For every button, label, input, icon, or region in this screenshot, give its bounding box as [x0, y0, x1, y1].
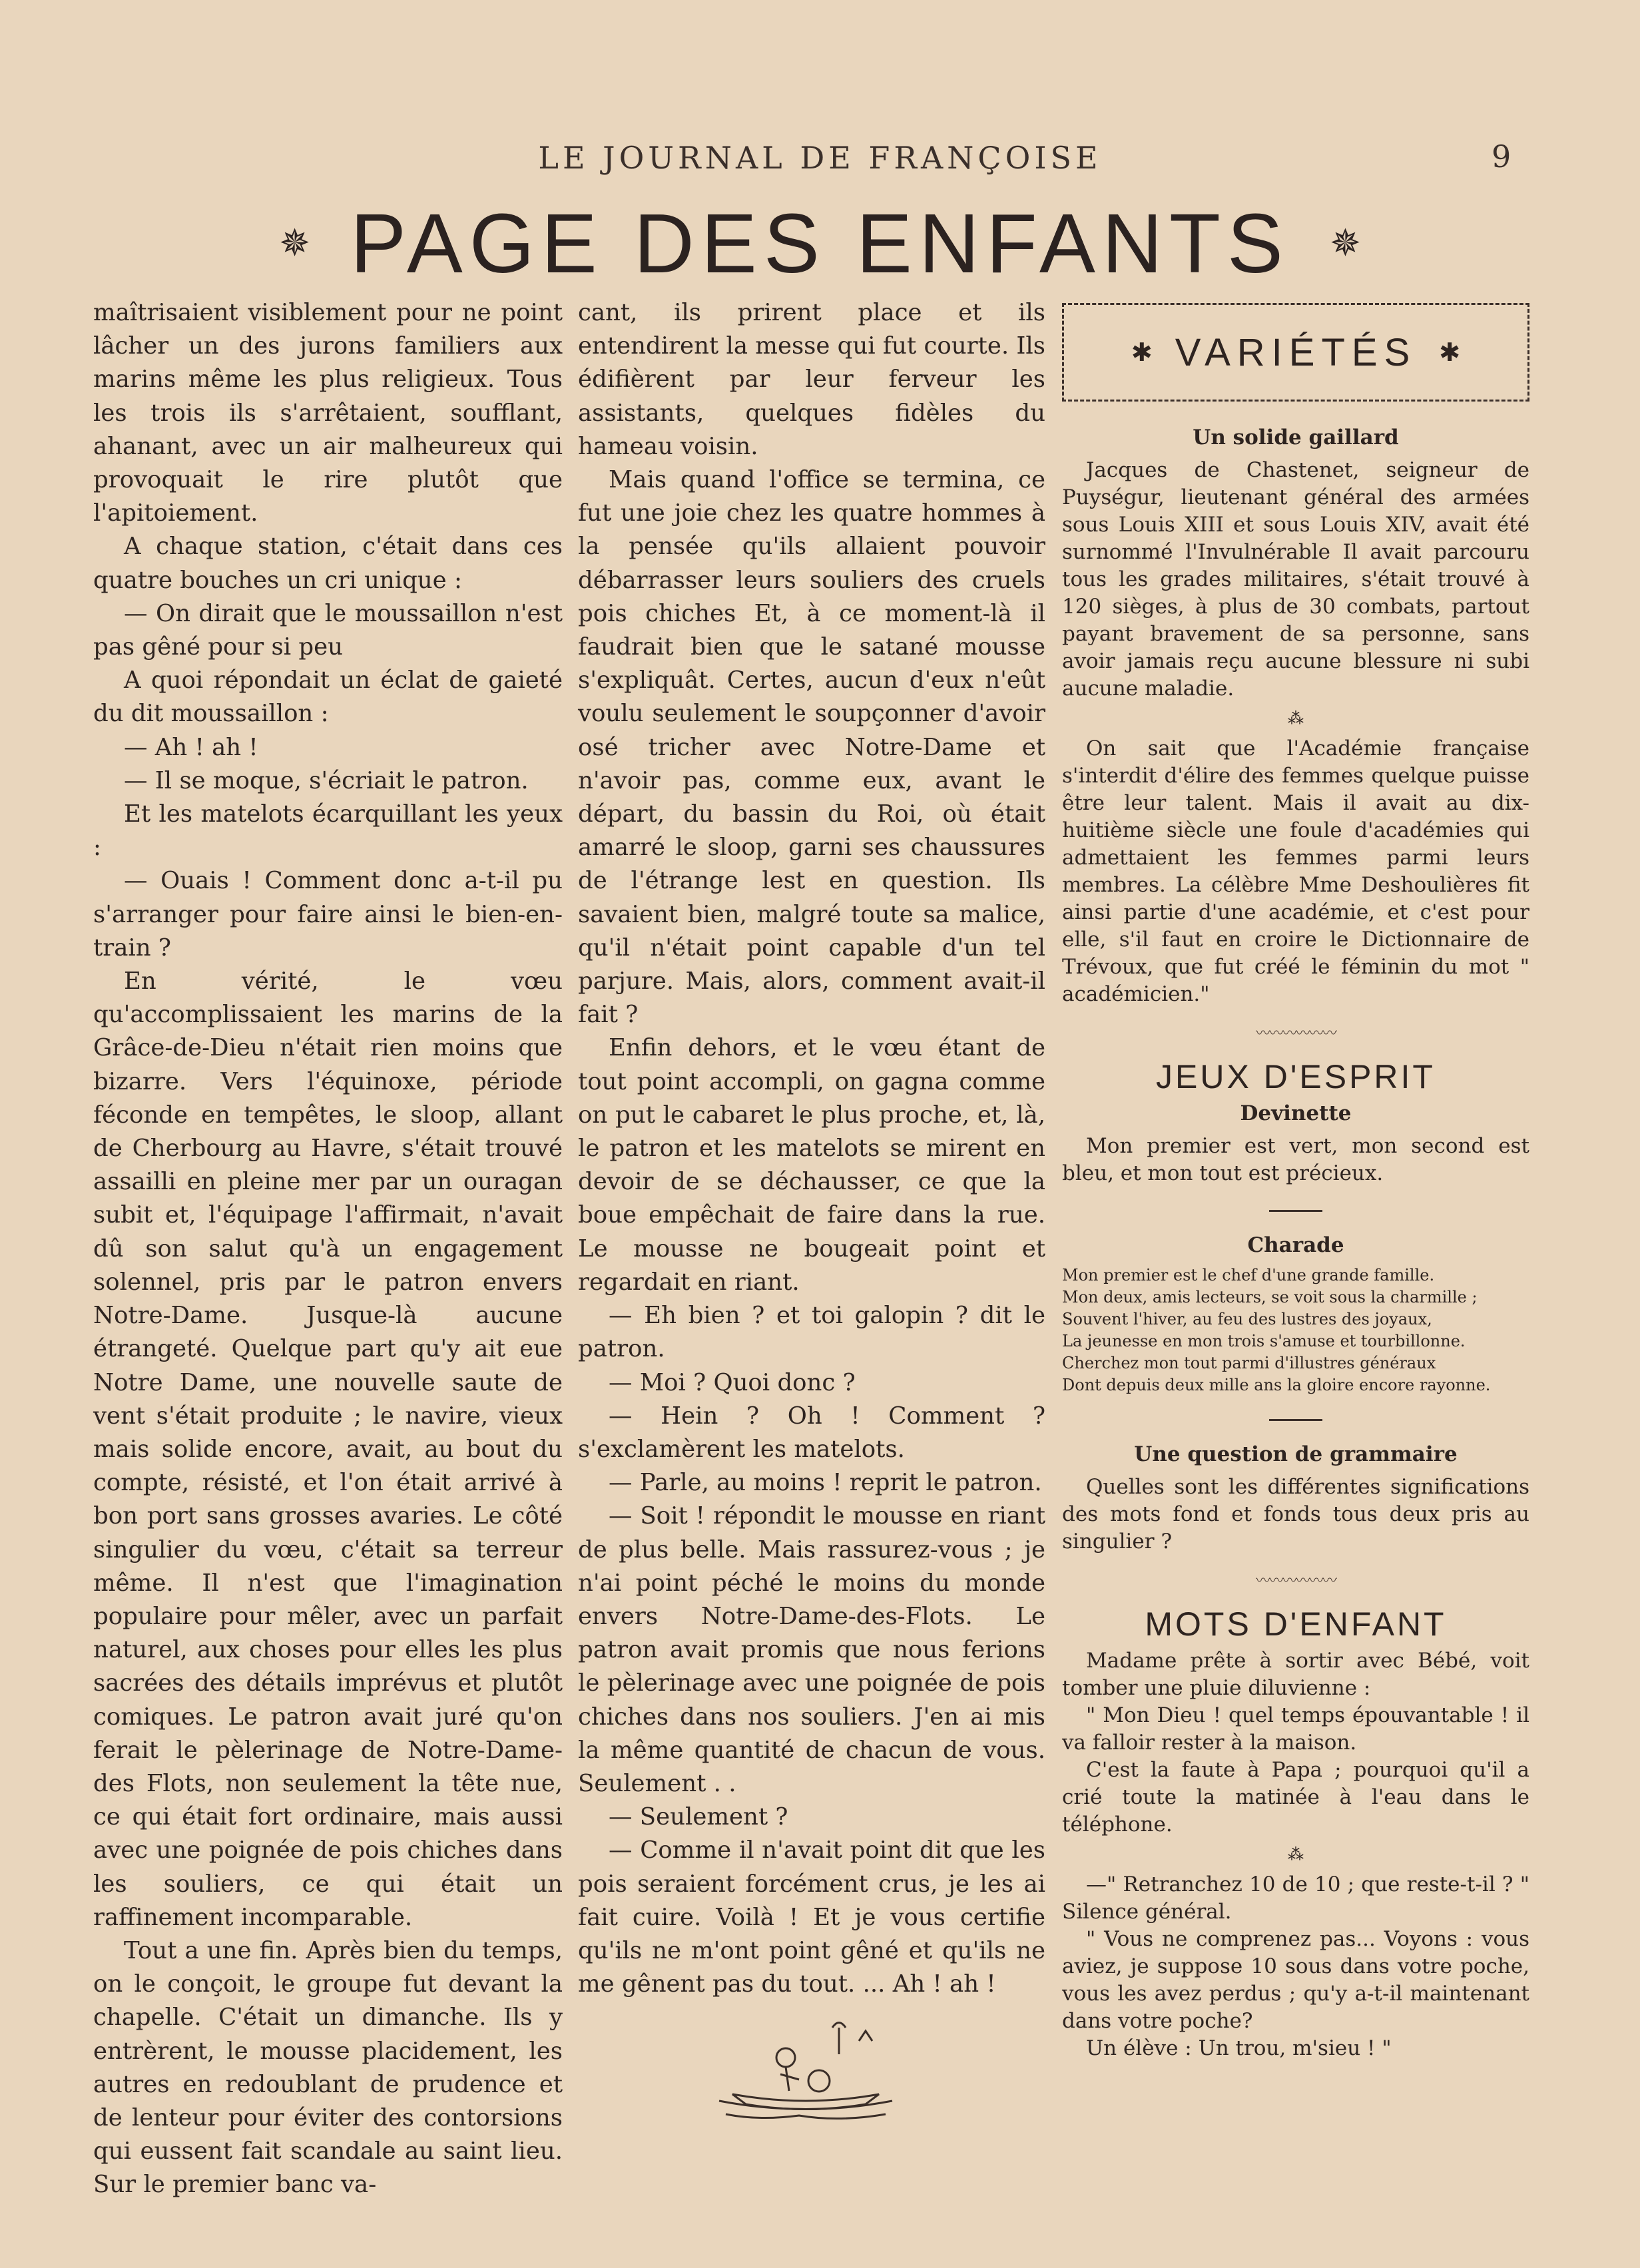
paragraph: — Soit ! répondit le mousse en riant de plus belle. Mais rassurez-vous ; je n'ai point péché le moins du monde envers Notre-Dame-des-Flots. Le patron avait promis que nous ferions le pèlerinage avec une poignée de pois chiches dans nos souliers. J'en ai mis la même quantité de chacun de vous. Seulement . . — [578, 1502, 1045, 1797]
asterisk-icon: ✱ — [1439, 337, 1461, 367]
varietes-header-box — [1062, 303, 1529, 402]
paragraph: —" Retranchez 10 de 10 ; que reste-t-il ? " Silence général. — [1062, 1872, 1529, 1924]
verse-line: Mon deux, amis lecteurs, se voit sous la charmille ; — [1062, 1288, 1478, 1306]
page-number: 9 — [1492, 139, 1511, 174]
section-title-row — [0, 196, 1640, 290]
paragraph: Mon premier est vert, mon second est bleu, et mon tout est précieux. — [1062, 1134, 1529, 1185]
paragraph: — Comme il n'avait point dit que les pois seraient forcément crus, je les ai fait cuire. Voilà ! Et je vous certifie qu'ils ne m'ont point gêné et qu'ils ne me gênent pas du tout. ... Ah ! ah ! — [578, 1837, 1045, 1998]
paragraph: — On dirait que le moussaillon n'est pas gêné pour si peu — [93, 599, 563, 661]
paragraph: Un élève : Un trou, m'sieu ! " — [1086, 2036, 1392, 2060]
verse-line: Souvent l'hiver, au feu des lustres des joyaux, — [1062, 1310, 1432, 1328]
paragraph: maîtrisaient visiblement pour ne point lâcher un des jurons familiers aux marins même les plus religieux. Tous les trois ils s'arrêtaient, soufflant, ahanant, avec un air malheureux qui provoquait le rire plutôt que l'apitoiement. — [93, 299, 563, 527]
article-title: Charade — [1247, 1233, 1344, 1257]
asterism-icon: ⁂ — [1288, 709, 1304, 728]
paragraph: " Mon Dieu ! quel temps épouvantable ! il va falloir rester à la maison. — [1062, 1703, 1529, 1755]
section-heading: MOTS D'ENFANT — [1145, 1605, 1447, 1643]
verse-line: Dont depuis deux mille ans la gloire encore rayonne. — [1062, 1376, 1491, 1394]
article-title: Devinette — [1240, 1101, 1352, 1125]
asterisk-icon: ✱ — [1131, 337, 1153, 367]
paragraph: — Il se moque, s'écriait le patron. — [124, 766, 529, 794]
paragraph: A chaque station, c'était dans ces quatre bouches un cri unique : — [93, 533, 563, 594]
page-title: PAGE DES ENFANTS — [350, 196, 1290, 290]
paragraph: — Ouais ! Comment donc a-t-il pu s'arranger pour faire ainsi le bien-en-train ? — [93, 867, 563, 962]
column-3 — [1062, 296, 1529, 2062]
paragraph: C'est la faute à Papa ; pourquoi qu'il a crié toute la matinée à l'eau dans le téléphone. — [1062, 1758, 1529, 1837]
paragraph: En vérité, le vœu qu'accomplissaient les marins de la Grâce-de-Dieu n'était rien moins que bizarre. Vers l'équinoxe, période féconde en tempêtes, le sloop, allant de Cherbourg au Havre, s'était trouvé assailli en pleine mer par un ouragan subit et, l'équipage l'affirmait, n'avait dû son salut qu'à un engagement solennel, pris par le patron envers Notre-Dame. Jusque-là aucune étrangeté. Quelque part qu'y ait eue Notre Dame, une nouvelle saute de vent s'était produite ; le navire, vieux mais solide encore, avait, au bout du compte, résisté, et l'on était arrivé à bon port sans grosses avaries. Le côté singulier du vœu, c'était sa terreur même. Il n'est que l'imagination populaire pour mêler, avec un parfait naturel, aux choses pour elles les plus sacrées des détails imprévus et plutôt comiques. Le patron avait juré qu'on ferait le pèlerinage de Notre-Dame-des Flots, non seulement la tête nue, ce qui était fort ordinaire, mais aussi avec une poignée de pois chiches dans les souliers, ce qui était un raffinement incomparable. — [93, 968, 563, 1931]
paragraph: — Hein ? Oh ! Comment ? s'exclamèrent les matelots. — [578, 1402, 1045, 1463]
divider — [1269, 1419, 1322, 1421]
ornament-right-icon: ✵ — [1329, 221, 1361, 265]
ornament-left-icon: ✵ — [279, 221, 311, 265]
paragraph: — Parle, au moins ! reprit le patron. — [609, 1469, 1042, 1497]
paragraph: On sait que l'Académie française s'interdit d'élire des femmes quelque puisse être leur talent. Mais il avait au dix-huitième siècle une foule d'académies qui admettaient les femmes parmi leurs membres. La célèbre Mme Deshoulières fit ainsi partie d'une académie, et c'est pour elle, s'il faut en croire le Dictionnaire de Trévoux, que fut créé le féminin du mot " académicien." — [1062, 736, 1529, 1006]
paragraph: Mais quand l'office se termina, ce fut une joie chez les quatre hommes à la pensée qu'ils allaient pouvoir débarrasser leurs souliers des cruels pois chiches Et, à ce moment-là il faudrait bien que le satané mousse s'expliquât. Certes, aucun d'eux n'eût voulu seulement le soupçonner d'avoir osé tricher avec Notre-Dame et n'avoir pas, comme eux, avant le départ, du bassin du Roi, où était amarré le sloop, garni ses chaussures de l'étrange lest en question. Ils savaient bien, malgré toute sa malice, qu'il n'était point capable d'un tel parjure. Mais, alors, comment avait-il fait ? — [578, 466, 1045, 1029]
column-2 — [578, 296, 1045, 2001]
paragraph: Tout a une fin. Après bien du temps, on le conçoit, le groupe fut devant la chapelle. C'était un dimanche. Ils y entrèrent, le mousse placidement, les autres en redoublant de prudence et de lenteur pour éviter des contorsions qui eussent fait scandale au saint lieu. Sur le premier banc va- — [93, 1936, 563, 2199]
section-heading: JEUX D'ESPRIT — [1156, 1058, 1436, 1095]
paragraph: Et les matelots écarquillant les yeux : — [93, 800, 563, 862]
verse-line: La jeunesse en mon trois s'amuse et tourbillonne. — [1062, 1332, 1466, 1350]
paragraph: — Ah ! ah ! — [124, 733, 258, 761]
wavy-divider-icon: 〰〰〰〰〰〰 — [1255, 1573, 1336, 1589]
verse-line: Cherchez mon tout parmi d'illustres généraux — [1062, 1354, 1436, 1372]
paragraph: Madame prête à sortir avec Bébé, voit tomber une pluie diluvienne : — [1062, 1649, 1529, 1700]
charade-verse — [1062, 1265, 1529, 1396]
paragraph: — Eh bien ? et toi galopin ? dit le patron. — [578, 1302, 1045, 1363]
asterism-icon: ⁂ — [1288, 1845, 1304, 1864]
verse-line: Mon premier est le chef d'une grande famille. — [1062, 1266, 1435, 1284]
wavy-divider-icon: 〰〰〰〰〰〰 — [1255, 1025, 1336, 1042]
paragraph: Quelles sont les différentes significations des mots fond et fonds tous deux pris au singulier ? — [1062, 1475, 1529, 1554]
paragraph: — Moi ? Quoi donc ? — [609, 1368, 856, 1396]
boat-vignette-icon — [706, 2001, 906, 2127]
paragraph: — Seulement ? — [609, 1803, 788, 1831]
column-1 — [93, 296, 563, 2202]
paragraph: Jacques de Chastenet, seigneur de Puységur, lieutenant général des armées sous Louis XIII et sous Louis XIV, avait été surnommé l'Invulnérable Il avait parcouru tous les grades militaires, s'était trouvé à 120 sièges, à plus de 30 combats, partout payant bravement de sa personne, sans avoir jamais reçu aucune blessure ni subi aucune maladie. — [1062, 458, 1529, 701]
divider — [1269, 1210, 1322, 1212]
varietes-title: VARIÉTÉS — [1175, 330, 1417, 374]
paragraph: A quoi répondait un éclat de gaieté du dit moussaillon : — [93, 667, 563, 728]
paragraph: cant, ils prirent place et ils entendirent la messe qui fut courte. Ils édifièrent par leur ferveur les assistants, quelques fidèles du hameau voisin. — [578, 299, 1045, 460]
paragraph: Enfin dehors, et le vœu étant de tout point accompli, on gagna comme on put le cabaret le plus proche, et, là, le patron et les matelots se mirent en devoir de se déchausser, ce que la boue empêchait de faire dans la rue. Le mousse ne bougeait point et regardait en riant. — [578, 1034, 1045, 1296]
article-title: Un solide gaillard — [1193, 425, 1399, 449]
paragraph: " Vous ne comprenez pas... Voyons : vous aviez, je suppose 10 sous dans votre poche, vous les avez perdus ; qu'y a-t-il maintenant dans votre poche? — [1062, 1927, 1529, 2033]
running-title: LE JOURNAL DE FRANÇOISE — [538, 140, 1102, 176]
article-title: Une question de grammaire — [1134, 1442, 1458, 1466]
